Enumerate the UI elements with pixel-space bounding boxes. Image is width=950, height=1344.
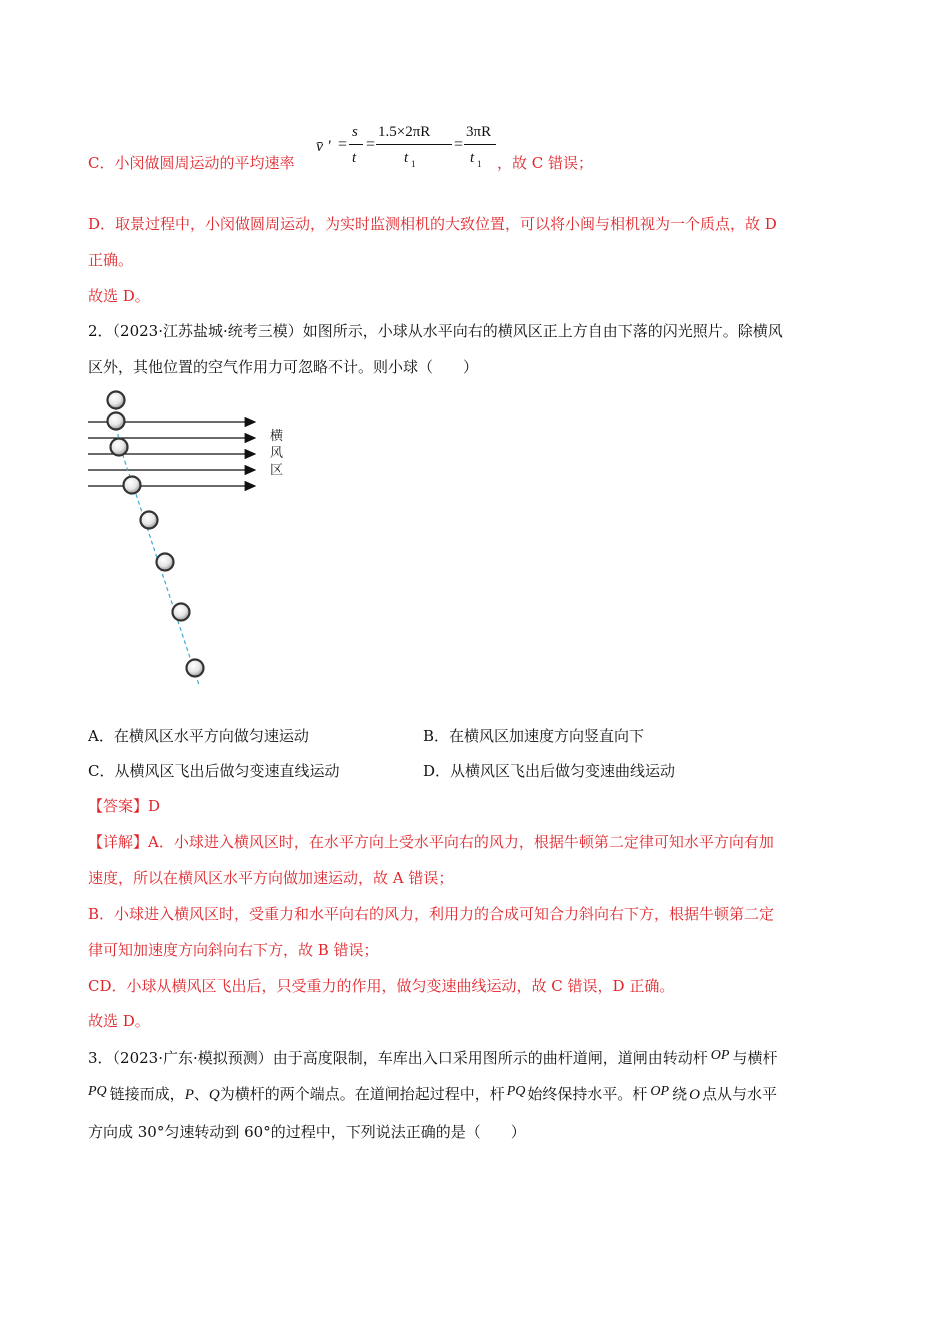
- question-3-line2-b: 为横杆的两个端点。在道闸抬起过程中，杆: [219, 1085, 505, 1103]
- point-q-label: Q: [208, 1087, 220, 1103]
- question-3-line3: 方向成 30°匀速转动到 60°的过程中，下列说法正确的是（ ）: [88, 1123, 526, 1141]
- formula-lhs: v̄ ': [316, 138, 331, 155]
- question-2-explain-2: 速度，所以在横风区水平方向做加速运动，故 A 错误；: [88, 869, 454, 887]
- formula-eq-1: =: [338, 136, 348, 153]
- prev-option-d-line2: 正确。: [88, 251, 134, 269]
- formula-sub-1: 1: [411, 159, 416, 169]
- rod-pq-label: PQ: [88, 1084, 107, 1099]
- question-3-line2-e: 点从与水平: [701, 1085, 777, 1103]
- prev-option-c-text: C．小闵做圆周运动的平均速率: [88, 154, 295, 172]
- figure-label-3: 区: [270, 463, 284, 478]
- average-speed-formula: [314, 122, 494, 174]
- ball-4: [124, 477, 141, 494]
- fraction-bar-1: [349, 144, 363, 145]
- rod-op-label: OP: [710, 1048, 730, 1063]
- question-2-explain-4: 律可知加速度方向斜向右下方，故 B 错误；: [88, 941, 379, 959]
- prev-option-d-line1: D．取景过程中，小闵做圆周运动，为实时监测相机的大致位置，可以将小闽与相机视为一个质点，故 D: [88, 215, 777, 233]
- question-3-line2-a: 链接而成，: [109, 1085, 185, 1103]
- ball-3: [111, 439, 128, 456]
- rod-op-label-2: OP: [650, 1084, 670, 1099]
- question-2-explain-1: 【详解】A．小球进入横风区时，在水平方向上受水平向右的风力，根据牛顿第二定律可知水平方向有加: [88, 833, 774, 851]
- trajectory-line: [116, 399, 199, 685]
- ball-1: [108, 392, 125, 409]
- question-2-explain-3: B．小球进入横风区时，受重力和水平向右的风力，利用力的合成可知合力斜向右下方，根据牛顿第二定: [88, 905, 775, 923]
- question-2-option-a: A．在横风区水平方向做匀速运动: [88, 727, 309, 745]
- crosswind-figure: [85, 385, 305, 695]
- ball-6: [157, 554, 174, 571]
- crosswind-diagram: [85, 385, 305, 695]
- question-3-line1-a: 3．（2023·广东·模拟预测）由于高度限制，车库出入口采用图所示的曲杆道闸，道闸由转动杆: [88, 1049, 708, 1067]
- fraction-bar-3: [464, 144, 496, 145]
- question-3-line1: [88, 1046, 777, 1068]
- formula-num1: 1.5×2πR: [378, 124, 431, 140]
- formula-num2: 3πR: [466, 124, 492, 140]
- question-3-line2-c: 始终保持水平。杆: [527, 1085, 648, 1103]
- point-p-label: P: [184, 1087, 194, 1103]
- question-2-explain-5: CD．小球从横风区飞出后，只受重力的作用，做匀变速曲线运动，故 C 错误，D 正确。: [88, 977, 675, 995]
- prev-choice: 故选 D。: [88, 287, 150, 305]
- question-2-line2: 区外，其他位置的空气作用力可忽略不计。则小球（ ）: [88, 358, 479, 376]
- question-2-answer: 【答案】D: [88, 797, 161, 815]
- point-o-label: O: [689, 1087, 700, 1103]
- rod-pq-label-2: PQ: [506, 1084, 526, 1099]
- question-3-line2-d: 绕: [672, 1085, 688, 1103]
- formula-den-1: t: [404, 150, 409, 166]
- question-2-line1: 2．（2023·江苏盐城·统考三模）如图所示，小球从水平向右的横风区正上方自由下落的闪光照片。除横风: [88, 322, 783, 340]
- question-3-line2-sep: 、: [193, 1085, 209, 1103]
- formula-s: s: [352, 124, 358, 140]
- formula-sub-2: 1: [477, 159, 482, 169]
- prev-option-c-suffix: ，故 C 错误；: [497, 154, 594, 172]
- figure-label-2: 风: [270, 446, 284, 461]
- question-3-line1-b: 与横杆: [732, 1049, 778, 1067]
- figure-label-1: 横: [270, 429, 284, 444]
- ball-5: [141, 512, 158, 529]
- ball-7: [173, 604, 190, 621]
- formula-eq-3: =: [454, 136, 464, 153]
- fraction-bar-2: [376, 144, 452, 145]
- question-2-option-b: B．在横风区加速度方向竖直向下: [423, 727, 645, 745]
- formula-den-2: t: [470, 150, 475, 166]
- formula-eq-2: =: [366, 136, 376, 153]
- ball-8: [187, 660, 204, 677]
- prev-option-c: [88, 153, 294, 173]
- ball-2: [108, 413, 125, 430]
- question-2-option-c: C．从横风区飞出后做匀变速直线运动: [88, 762, 340, 780]
- formula-t: t: [352, 150, 357, 166]
- question-3-line2: [88, 1082, 777, 1105]
- question-2-option-d: D．从横风区飞出后做匀变速曲线运动: [423, 762, 676, 780]
- question-2-choice: 故选 D。: [88, 1012, 150, 1030]
